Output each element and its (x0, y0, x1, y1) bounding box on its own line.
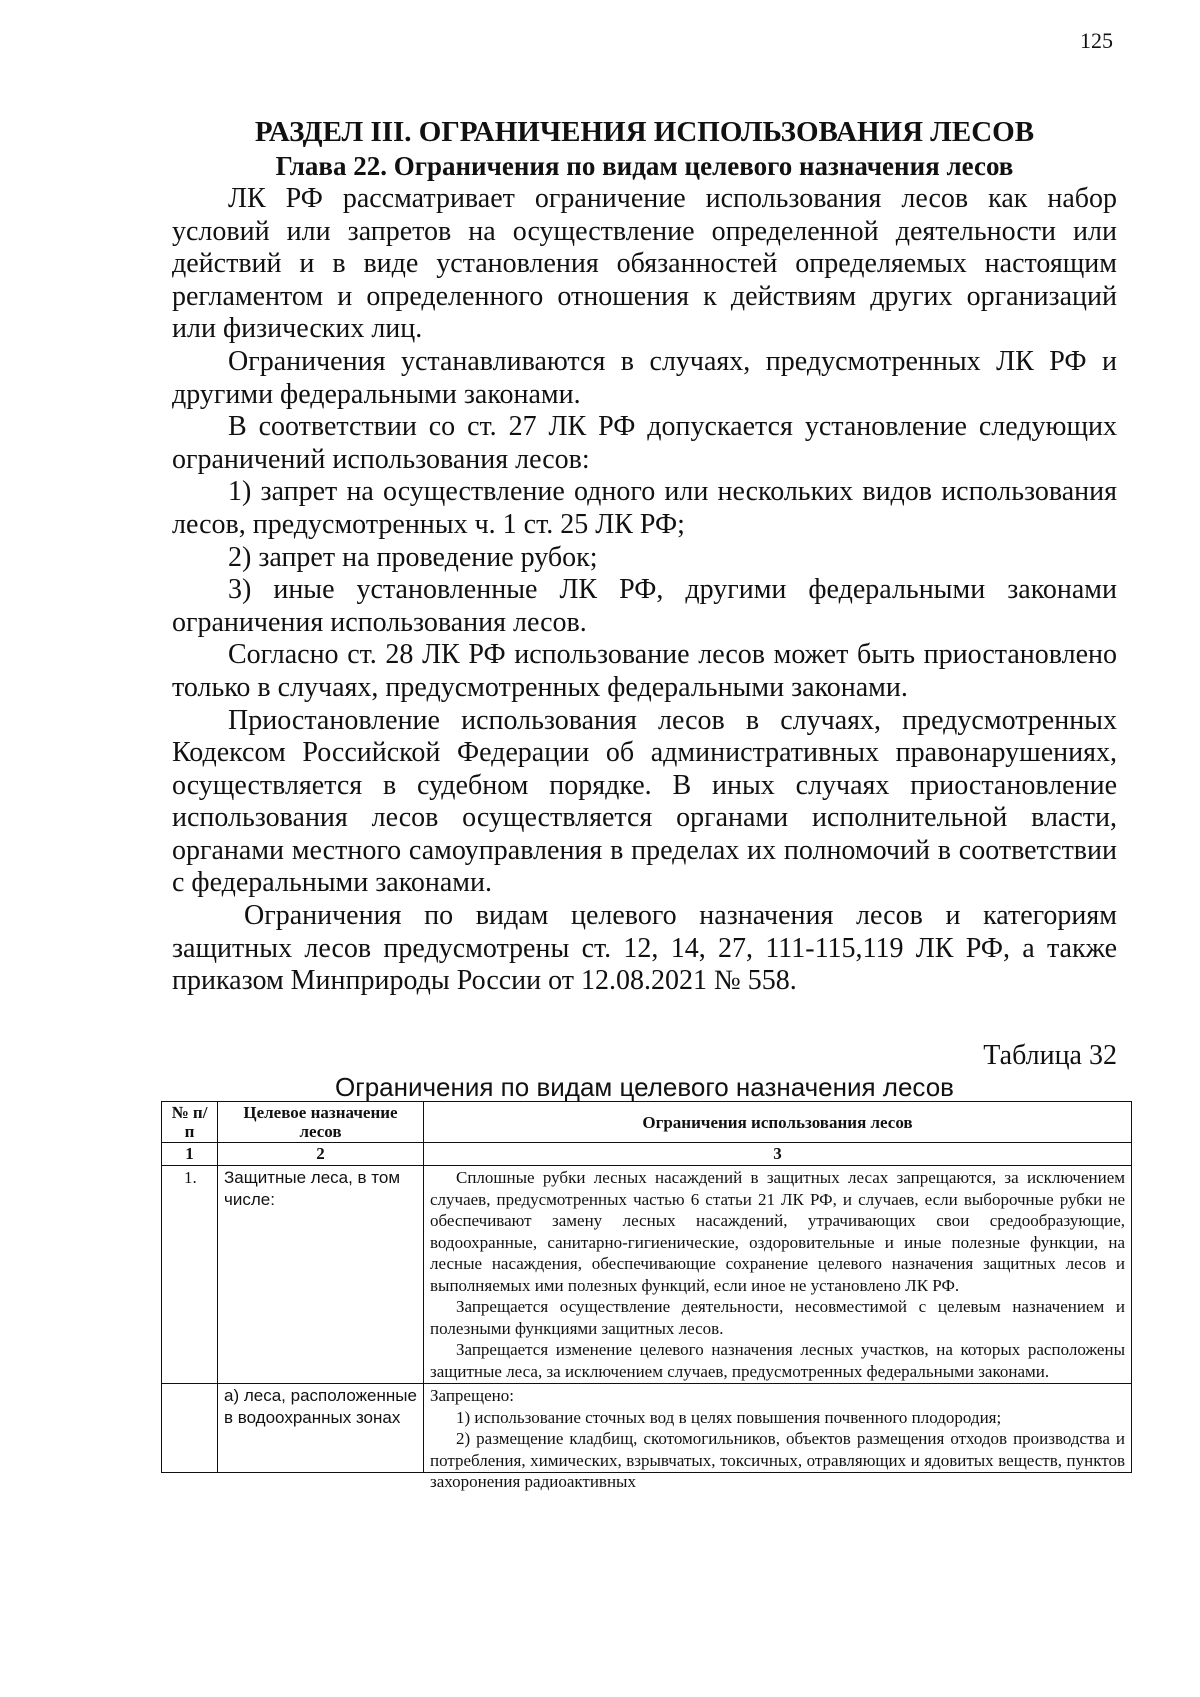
restriction-text: Сплошные рубки лесных насаждений в защитных лесах запрещаются, за исключением случаев, предусмотренных частью 6 статьи 21 ЛК РФ, и случаев, если выборочные рубки не обеспечивают замену лесных насаждений, утрачивающих свои средообразующие, водоохранные, санитарно-гигиенические, оздоровительные и иные полезные функции, на лесные насаждения, обеспечивающие сохранение целевого назначения защитных лесов и выполняемых ими полезных функций, если иное не установлено ЛК РФ. (430, 1168, 1125, 1295)
table-title: Ограничения по видам целевого назначения лесов (334, 1071, 954, 1102)
row-number: 1. (162, 1166, 218, 1384)
restriction-text: Запрещается осуществление деятельности, несовместимой с целевым назначением и полезными функциями защитных лесов. (430, 1297, 1125, 1338)
list-item: 2) запрет на проведение рубок; (228, 541, 598, 573)
main-text (172, 115, 1117, 1102)
section-title: РАЗДЕЛ III. ОГРАНИЧЕНИЯ ИСПОЛЬЗОВАНИЯ ЛЕСОВ (254, 116, 1035, 148)
table-caption: Таблица 32 (983, 1039, 1117, 1071)
restriction-text: 2) размещение кладбищ, скотомогильников, объектов размещения отходов производства и потребления, химических, взрывчатых, токсичных, отравляющих и ядовитых веществ, пунктов захоронения радиоактивных (430, 1429, 1125, 1491)
restriction-text: Запрещается изменение целевого назначения лесных участков, на которых расположены защитные леса, за исключением случаев, предусмотренных федеральными законами. (430, 1340, 1125, 1381)
paragraph: Ограничения устанавливаются в случаях, предусмотренных ЛК РФ и другими федеральными законами. (172, 345, 1117, 410)
row-restrictions (424, 1384, 1132, 1491)
row-purpose: Защитные леса, в том числе: (218, 1166, 424, 1384)
row-purpose: а) леса, расположенные в водоохранных зонах (218, 1384, 424, 1473)
paragraph: Ограничения по видам целевого назначения лесов и категориям защитных лесов предусмотрены ст. 12, 14, 27, 111-115,119 ЛК РФ, а также приказом Минприроды России от 12.08.2021 № 558. (172, 900, 1117, 997)
column-number: 3 (424, 1143, 1132, 1166)
table-row (162, 1384, 1132, 1473)
paragraph: В соответствии со ст. 27 ЛК РФ допускается установление следующих ограничений использования лесов: (172, 411, 1117, 475)
row-number (162, 1384, 218, 1473)
paragraph: Приостановление использования лесов в случаях, предусмотренных Кодексом Российской Федерации об административных правонарушениях, осуществляется в судебном порядке. В иных случаях приостановление использования лесов осуществляется органами исполнительной власти, органами местного самоуправления в пределах их полномочий в соответствии с федеральными законами. (172, 704, 1117, 899)
chapter-title: Глава 22. Ограничения по видам целевого назначения лесов (275, 151, 1014, 181)
paragraph: ЛК РФ рассматривает ограничение использования лесов как набор условий или запретов на осуществление определенной деятельности или действий и в виде установления обязанностей определяемых настоящим регламентом и определенного отношения к действиям других организаций или физических лиц. (172, 183, 1117, 345)
table-header-row (162, 1102, 1132, 1143)
restrictions-table (161, 1101, 1132, 1491)
restriction-text: Запрещено: (430, 1386, 514, 1405)
paragraph: Согласно ст. 28 ЛК РФ использование лесов может быть приостановлено только в случаях, предусмотренных федеральными законами. (172, 639, 1117, 703)
column-number: 1 (162, 1143, 218, 1166)
list-item: 3) иные установленные ЛК РФ, другими федеральными законами ограничения использования лесов. (172, 574, 1117, 638)
header-cell-purpose: Целевое назначение лесов (218, 1102, 424, 1143)
page-number: 125 (1080, 28, 1113, 53)
table-row (162, 1166, 1132, 1384)
column-number: 2 (218, 1143, 424, 1166)
row-restrictions (424, 1166, 1132, 1384)
restriction-text: 1) использование сточных вод в целях повышения почвенного плодородия; (456, 1407, 1002, 1427)
column-number-row (162, 1143, 1132, 1166)
header-cell-number: № п/п (162, 1102, 218, 1143)
header-cell-restrictions: Ограничения использования лесов (424, 1102, 1132, 1143)
list-item: 1) запрет на осуществление одного или нескольких видов использования лесов, предусмотренных ч. 1 ст. 25 ЛК РФ; (172, 476, 1117, 540)
